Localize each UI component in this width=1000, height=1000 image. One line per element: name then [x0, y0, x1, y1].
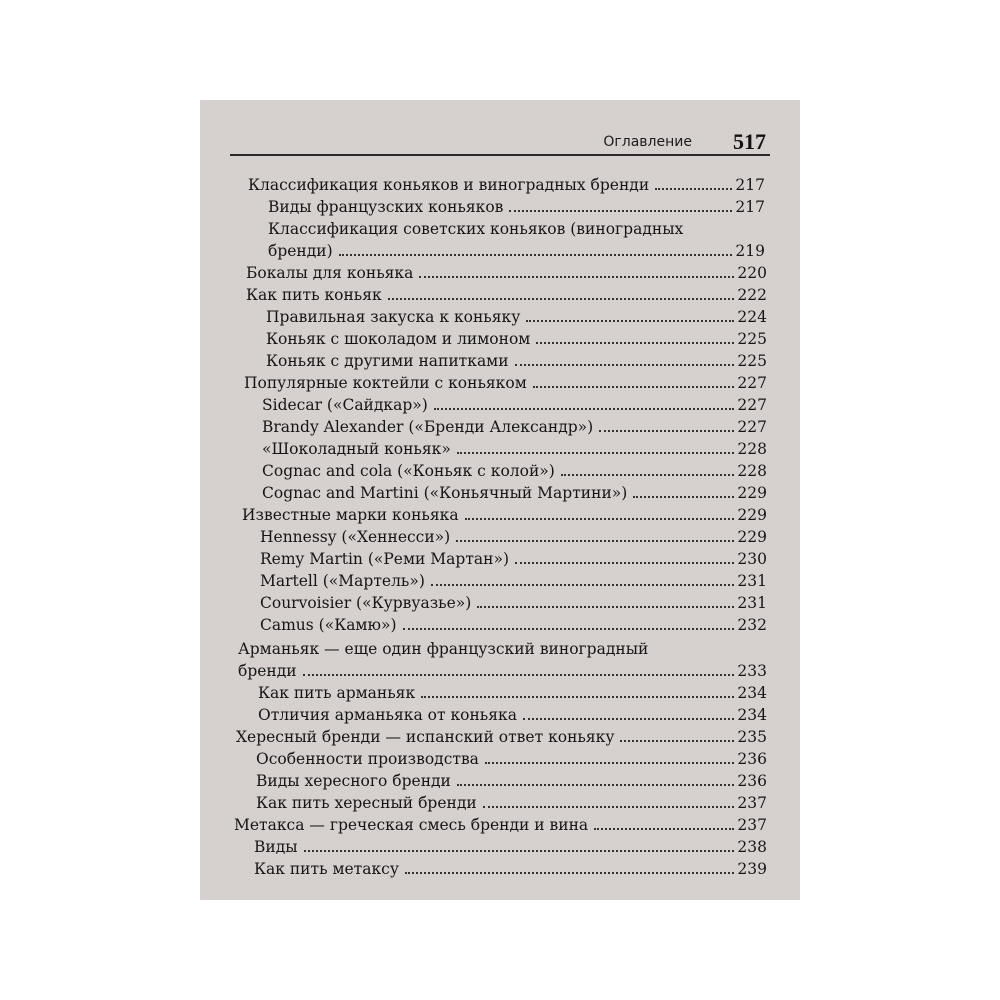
toc-entry[interactable] [266, 328, 767, 350]
dot-leader [434, 408, 735, 410]
dot-leader [303, 674, 735, 676]
toc-page-number: 231 [737, 594, 767, 612]
toc-entry[interactable] [236, 726, 767, 748]
toc-entry[interactable] [268, 240, 765, 262]
toc-page-number: 219 [735, 242, 765, 260]
dot-leader [457, 784, 735, 786]
toc-entry-title: Remy Martin («Реми Мартан») [260, 550, 509, 568]
dot-leader [655, 188, 732, 190]
toc-entry-title: Коньяк с шоколадом и лимоном [266, 330, 531, 348]
toc-page-number: 234 [737, 706, 767, 724]
page-number: 517 [733, 129, 766, 154]
toc-entry[interactable] [248, 174, 765, 196]
toc-page-number: 228 [737, 462, 767, 480]
toc-page-number: 225 [737, 352, 767, 370]
toc-entry[interactable] [262, 416, 767, 438]
toc-page-number: 229 [737, 484, 767, 502]
toc-entry[interactable] [266, 350, 767, 372]
toc-page-number: 229 [737, 528, 767, 546]
toc-entry[interactable] [262, 394, 767, 416]
toc-page-number: 237 [737, 794, 767, 812]
toc-entry-title: бренди) [268, 242, 333, 260]
toc-entry-title: Виды [254, 838, 298, 856]
toc-page-number: 227 [737, 396, 767, 414]
toc-entry[interactable] [262, 438, 767, 460]
toc-entry[interactable] [242, 504, 767, 526]
toc-entry[interactable] [260, 592, 767, 614]
dot-leader [523, 718, 734, 720]
toc-page-number: 233 [737, 662, 767, 680]
toc-entry-title: Camus («Камю») [260, 616, 397, 634]
toc-page-number: 227 [737, 374, 767, 392]
dot-leader [465, 518, 735, 520]
toc-page-number: 231 [737, 572, 767, 590]
toc-entry-title: Как пить арманьяк [258, 684, 416, 702]
toc-page-number: 230 [737, 550, 767, 568]
dot-leader [477, 606, 734, 608]
toc-entry-title: Sidecar («Сайдкар») [262, 396, 428, 414]
toc-entry[interactable] [256, 770, 767, 792]
dot-leader [485, 762, 734, 764]
dot-leader [533, 386, 735, 388]
toc-entry[interactable] [258, 704, 767, 726]
toc-entry-title: Хересный бренди — испанский ответ коньяку [236, 728, 615, 746]
dot-leader [405, 872, 734, 874]
toc-entry-title: Популярные коктейли с коньяком [244, 374, 527, 392]
toc-entry[interactable] [268, 196, 765, 218]
dot-leader [561, 474, 735, 476]
toc-entry[interactable] [262, 460, 767, 482]
toc-page-number: 236 [737, 750, 767, 768]
toc-entry[interactable] [266, 306, 767, 328]
book-page [200, 100, 800, 900]
dot-leader [509, 210, 732, 212]
toc-entry[interactable] [258, 682, 767, 704]
dot-leader [594, 828, 734, 830]
dot-leader [388, 298, 735, 300]
toc-page-number: 228 [737, 440, 767, 458]
toc-page-number: 239 [737, 860, 767, 878]
toc-entry-title-line: Классификация советских коньяков (виноградных [268, 220, 684, 238]
dot-leader [456, 540, 734, 542]
toc-page-number: 238 [737, 838, 767, 856]
toc-entry-title: Cognac and Martini («Коньячный Мартини») [262, 484, 628, 502]
toc-page-number: 237 [737, 816, 767, 834]
toc-entry-title: Отличия арманьяка от коньяка [258, 706, 517, 724]
toc-entry[interactable] [256, 792, 767, 814]
toc-entry-title: Cognac and cola («Коньяк с колой») [262, 462, 555, 480]
toc-page-number: 229 [737, 506, 767, 524]
dot-leader [633, 496, 734, 498]
toc-entry-title: Особенности производства [256, 750, 479, 768]
toc-entry[interactable] [234, 814, 767, 836]
toc-entry[interactable] [238, 660, 767, 682]
toc-entry-title: Известные марки коньяка [242, 506, 459, 524]
toc-page-number: 232 [737, 616, 767, 634]
dot-leader [431, 584, 735, 586]
toc-entry[interactable] [254, 836, 767, 858]
toc-entry[interactable] [244, 372, 767, 394]
toc-entry-title: бренди [238, 662, 297, 680]
toc-entry-title: Коньяк с другими напитками [266, 352, 509, 370]
toc-page-number: 217 [735, 176, 765, 194]
toc-entry[interactable] [260, 548, 767, 570]
toc-entry-title: Виды французских коньяков [268, 198, 504, 216]
toc-entry[interactable] [260, 614, 767, 636]
dot-leader [526, 320, 734, 322]
toc-entry[interactable] [256, 748, 767, 770]
toc-entry-title: Martell («Мартель») [260, 572, 425, 590]
toc-entry[interactable] [260, 526, 767, 548]
toc-entry[interactable] [262, 482, 767, 504]
toc-page-number: 217 [735, 198, 765, 216]
toc-entry-title: Правильная закуска к коньяку [266, 308, 521, 326]
toc-page-number: 225 [737, 330, 767, 348]
toc-entry[interactable] [254, 858, 767, 880]
dot-leader [536, 342, 734, 344]
toc-entry[interactable] [246, 284, 767, 306]
dot-leader [457, 452, 735, 454]
toc-entry[interactable] [260, 570, 767, 592]
toc-entry-title: Бокалы для коньяка [246, 264, 414, 282]
dot-leader [403, 628, 735, 630]
toc-entry-title: Courvoisier («Курвуазье») [260, 594, 472, 612]
toc-page-number: 224 [737, 308, 767, 326]
dot-leader [599, 430, 734, 432]
toc-entry-title: Классификация коньяков и виноградных бренди [248, 176, 650, 194]
toc-entry-title: Виды хересного бренди [256, 772, 451, 790]
dot-leader [515, 364, 735, 366]
toc-page-number: 236 [737, 772, 767, 790]
dot-leader [620, 740, 734, 742]
dot-leader [339, 254, 733, 256]
toc-entry[interactable] [246, 262, 767, 284]
toc-entry-title: Как пить коньяк [246, 286, 382, 304]
toc-entry-title: Как пить хересный бренди [256, 794, 477, 812]
header-rule [230, 154, 770, 156]
toc-entry-title-line: Арманьяк — еще один французский виноградный [238, 640, 649, 658]
running-header-title: Оглавление [603, 134, 692, 150]
dot-leader [419, 276, 734, 278]
dot-leader [515, 562, 734, 564]
toc-page-number: 235 [737, 728, 767, 746]
toc-entry-title: Hennessy («Хеннесси») [260, 528, 451, 546]
dot-leader [304, 850, 735, 852]
toc-entry-title: Как пить метаксу [254, 860, 399, 878]
toc-entry-title: Метакса — греческая смесь бренди и вина [234, 816, 589, 834]
toc-page-number: 222 [737, 286, 767, 304]
toc-entry-title: «Шоколадный коньяк» [262, 440, 451, 458]
toc-page-number: 227 [737, 418, 767, 436]
toc-page-number: 220 [737, 264, 767, 282]
toc-entry-title: Brandy Alexander («Бренди Александр») [262, 418, 594, 436]
toc-page-number: 234 [737, 684, 767, 702]
dot-leader [483, 806, 735, 808]
dot-leader [421, 696, 734, 698]
